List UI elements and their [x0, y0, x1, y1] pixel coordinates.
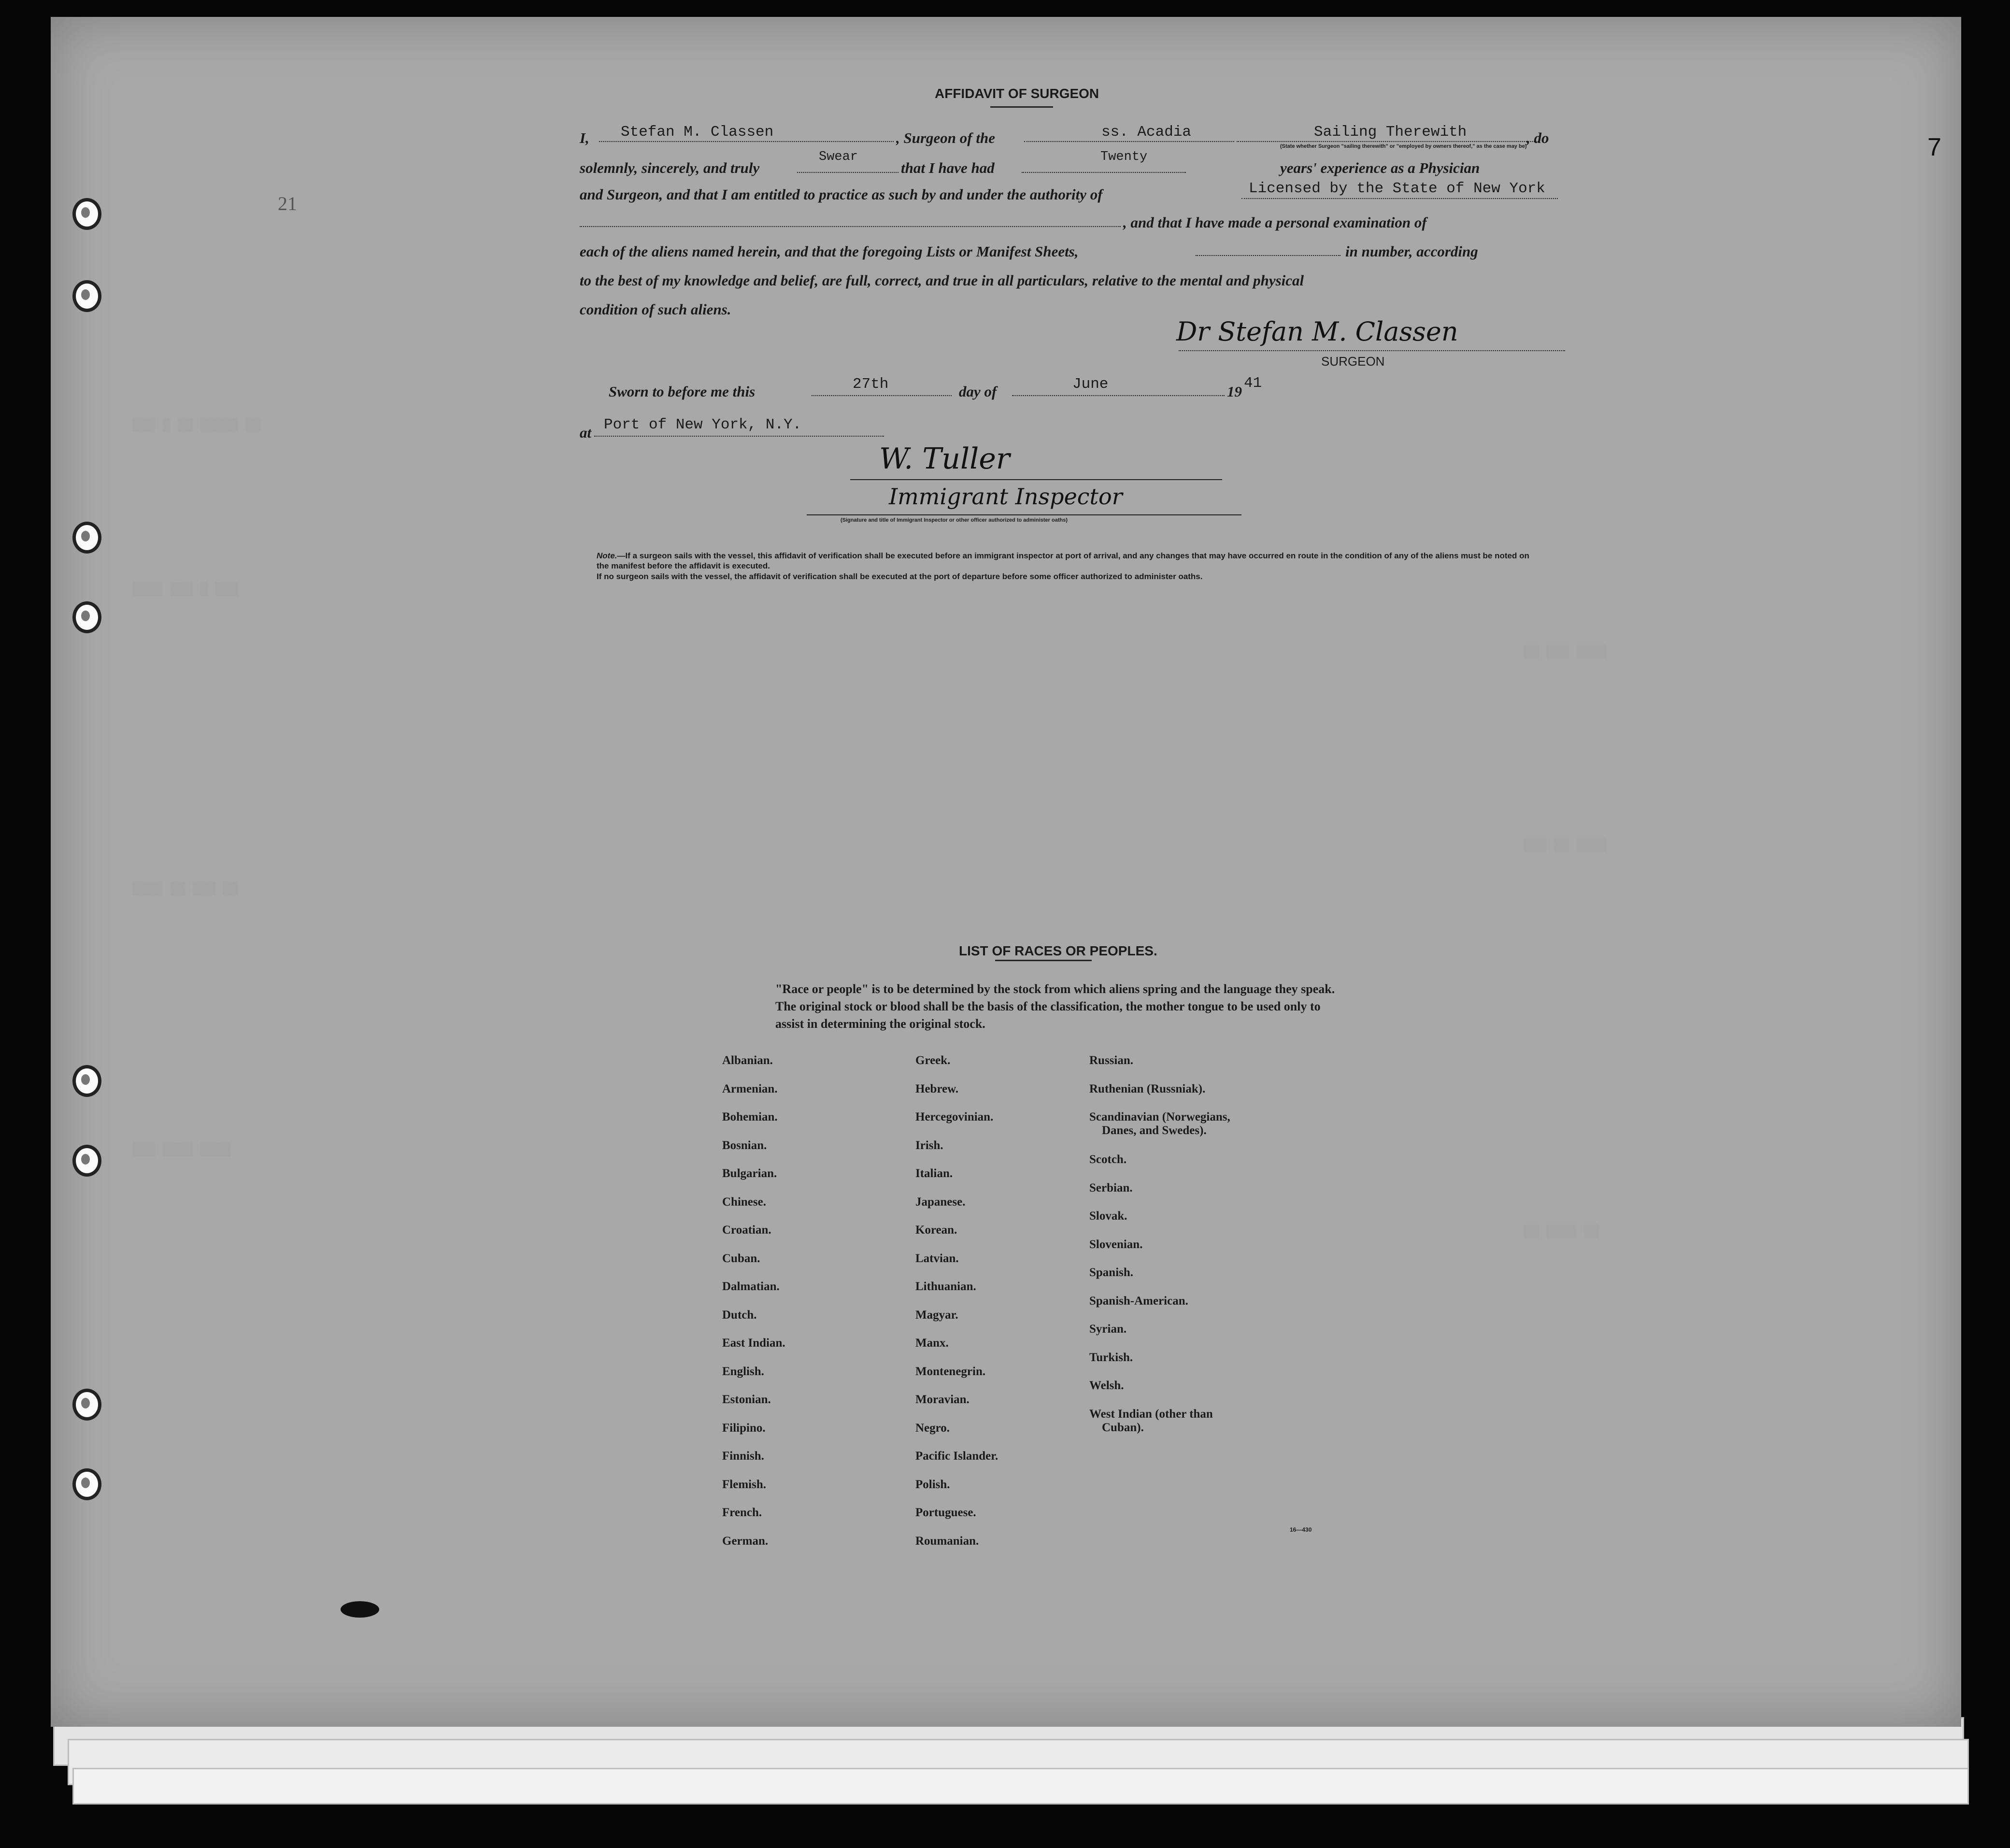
text-personal-exam: , and that I have made a personal examination of — [1123, 214, 1427, 231]
text-in-number: in number, according — [1345, 243, 1478, 260]
race-item: Dutch. — [722, 1308, 757, 1322]
sheets-count-field — [1196, 241, 1340, 256]
surgeon-label: SURGEON — [1321, 354, 1385, 369]
race-item: Negro. — [915, 1421, 950, 1435]
races-column-2 — [915, 1054, 998, 1563]
race-item: Manx. — [915, 1336, 949, 1350]
race-item: Pacific Islander. — [915, 1450, 998, 1463]
surgeon-name: Stefan M. Classen — [621, 124, 774, 141]
surgeon-relation: Sailing Therewith — [1314, 124, 1467, 141]
affidavit-title: AFFIDAVIT OF SURGEON — [935, 86, 1099, 101]
text-sworn: Sworn to before me this — [609, 383, 756, 400]
text-and-surgeon: and Surgeon, and that I am entitled to practice as such by and under the authority of — [580, 186, 1103, 203]
race-item: Korean. — [915, 1223, 957, 1237]
race-item: Japanese. — [915, 1195, 966, 1208]
text-condition: condition of such aliens. — [580, 301, 731, 318]
race-item: Armenian. — [722, 1082, 778, 1095]
race-item: Russian. — [1089, 1054, 1134, 1067]
punch-hole-icon — [72, 1389, 101, 1421]
race-item: Polish. — [915, 1478, 950, 1491]
race-item — [1089, 1407, 1230, 1450]
note-label: Note. — [597, 551, 617, 560]
race-item: Bosnian. — [722, 1138, 767, 1152]
relation-hint: (State whether Surgeon "sailing therewith" or "employed by owners thereof," as the case may be) — [1280, 143, 1527, 149]
sworn-day: 27th — [853, 376, 889, 393]
text-each-alien: each of the aliens named herein, and that the foregoing Lists or Manifest Sheets, — [580, 243, 1079, 260]
text-do: , do — [1526, 129, 1549, 146]
race-item: Moravian. — [915, 1393, 969, 1406]
race-item: Serbian. — [1089, 1181, 1133, 1194]
race-item: English. — [722, 1365, 764, 1378]
race-item-line: Danes, and Swedes). — [1102, 1124, 1207, 1137]
surgeon-signature: Dr Stefan M. Classen — [1176, 316, 1458, 347]
race-item: Portuguese. — [915, 1506, 976, 1519]
race-item: Syrian. — [1089, 1322, 1127, 1336]
race-item: Spanish-American. — [1089, 1294, 1188, 1308]
note-line-1 — [597, 551, 1543, 571]
race-item: Italian. — [915, 1167, 953, 1180]
race-item: Slovenian. — [1089, 1237, 1143, 1251]
race-item: Slovak. — [1089, 1209, 1127, 1223]
bleed-text: ░░ ░░░░ ░░ — [1524, 1224, 1600, 1239]
race-item: Estonian. — [722, 1393, 771, 1406]
text-at: at — [580, 424, 592, 441]
punch-hole-icon — [72, 522, 101, 554]
races-title-underline — [995, 960, 1092, 961]
year-prefix: 19 — [1227, 383, 1242, 400]
race-item: Ruthenian (Russniak). — [1089, 1082, 1206, 1095]
sworn-place: Port of New York, N.Y. — [604, 416, 802, 433]
race-item: Finnish. — [722, 1450, 764, 1463]
punch-hole-icon — [72, 1065, 101, 1097]
years-count: Twenty — [1100, 150, 1148, 164]
race-item: Hercegovinian. — [915, 1110, 994, 1123]
text-years-experience: years' experience as a Physician — [1280, 159, 1480, 176]
text-solemnly: solemnly, sincerely, and truly — [580, 159, 760, 176]
race-item: Croatian. — [722, 1223, 771, 1237]
race-item: Welsh. — [1089, 1379, 1124, 1392]
month-field — [1012, 381, 1225, 396]
race-item: Dalmatian. — [722, 1280, 780, 1293]
sheet-number: 21 — [278, 193, 297, 214]
bleed-text: ░░░░ ░░ ░░░ ░░ — [133, 881, 239, 896]
race-item: East Indian. — [722, 1336, 785, 1350]
inspector-signature: W. Tuller — [879, 442, 1010, 476]
race-item: German. — [722, 1534, 769, 1548]
race-item-line: Cuban). — [1102, 1421, 1144, 1434]
text-best-knowledge: to the best of my knowledge and belief, are full, correct, and true in all particulars, relative to the mental and physical — [580, 272, 1304, 289]
race-item: Lithuanian. — [915, 1280, 976, 1293]
races-column-3 — [1089, 1054, 1230, 1450]
race-item: Bulgarian. — [722, 1167, 777, 1180]
inspector-title-signature: Immigrant Inspector — [889, 483, 1123, 510]
note-text-1: —If a surgeon sails with the vessel, this affidavit of verification shall be executed before an immigrant inspector at port of arrival, and any changes that may have occurred en route in the condition of any of the aliens must be noted on the manifest before the affidavit is executed. — [597, 551, 1529, 571]
race-item: Scotch. — [1089, 1153, 1127, 1166]
race-item: Bohemian. — [722, 1110, 778, 1123]
punch-hole-icon — [72, 1468, 101, 1500]
race-item-line: West Indian (other than — [1089, 1407, 1213, 1421]
races-column-1 — [722, 1054, 785, 1563]
title-underline — [990, 106, 1053, 108]
affidavit-note — [597, 551, 1543, 582]
punch-hole-icon — [72, 1145, 101, 1177]
form-number: 16—430 — [1290, 1526, 1312, 1533]
bleed-text: ░░░░ ░░░ ░ ░░░ — [133, 582, 239, 597]
bleed-text: ░░░ ░░ ░░░░ — [1524, 838, 1607, 853]
races-intro: "Race or people" is to be determined by the stock from which aliens spring and the language they speak. The original stock or blood shall be the basis of the classification, the mother tongue to be used only to assist in determining the original stock. — [775, 982, 1335, 1031]
bleed-text: ░░░ ░░░░ ░░░░ — [133, 1142, 231, 1157]
race-item: Cuban. — [722, 1251, 760, 1265]
authority-continued-field — [580, 212, 1121, 227]
race-item: Albanian. — [722, 1054, 773, 1067]
races-title: LIST OF RACES OR PEOPLES. — [959, 943, 1157, 958]
race-item: Magyar. — [915, 1308, 958, 1322]
signature-caption: (Signature and title of Immigrant Inspector or other officer authorized to administer oaths) — [841, 517, 1068, 523]
punch-hole-icon — [72, 280, 101, 312]
page-stack-edge — [72, 1768, 1969, 1805]
race-item: Filipino. — [722, 1421, 766, 1435]
page-number: 7 — [1927, 133, 1941, 161]
inspector-signature-line — [850, 479, 1222, 480]
sworn-month: June — [1072, 376, 1109, 393]
note-text-2: If no surgeon sails with the vessel, the affidavit of verification shall be executed at the port of departure before some officer authorized to administer oaths. — [597, 571, 1203, 581]
ink-blot — [341, 1601, 379, 1618]
text-day-of: day of — [959, 383, 997, 400]
race-item: Hebrew. — [915, 1082, 959, 1095]
punch-hole-icon — [72, 198, 101, 230]
race-item: Greek. — [915, 1054, 951, 1067]
manifest-page — [51, 17, 1961, 1727]
race-item — [1089, 1110, 1230, 1153]
oath-type: Swear — [819, 150, 858, 164]
punch-hole-icon — [72, 601, 101, 633]
bleed-text: ░░░ ░ ░░ ░░░░░ ░░ — [133, 418, 261, 432]
race-item: Flemish. — [722, 1478, 766, 1491]
authority: Licensed by the State of New York — [1249, 180, 1545, 197]
race-item-line: Scandinavian (Norwegians, — [1089, 1110, 1230, 1123]
text-i: I, — [580, 129, 589, 146]
inspector-title-line — [807, 514, 1241, 515]
year-suffix: 41 — [1244, 375, 1262, 392]
vessel-name: ss. Acadia — [1101, 124, 1192, 141]
bleed-text: ░░ ░░░ ░░░░ — [1524, 645, 1607, 659]
race-item: Roumanian. — [915, 1534, 979, 1548]
text-surgeon-of: , Surgeon of the — [896, 129, 995, 146]
race-item: Chinese. — [722, 1195, 766, 1208]
race-item: Latvian. — [915, 1251, 959, 1265]
signature-line — [1179, 350, 1565, 351]
race-item: Irish. — [915, 1138, 943, 1152]
race-item: Spanish. — [1089, 1266, 1134, 1279]
text-that-i-have-had: that I have had — [901, 159, 995, 176]
race-item: French. — [722, 1506, 762, 1519]
race-item: Montenegrin. — [915, 1365, 986, 1378]
race-item: Turkish. — [1089, 1350, 1133, 1364]
